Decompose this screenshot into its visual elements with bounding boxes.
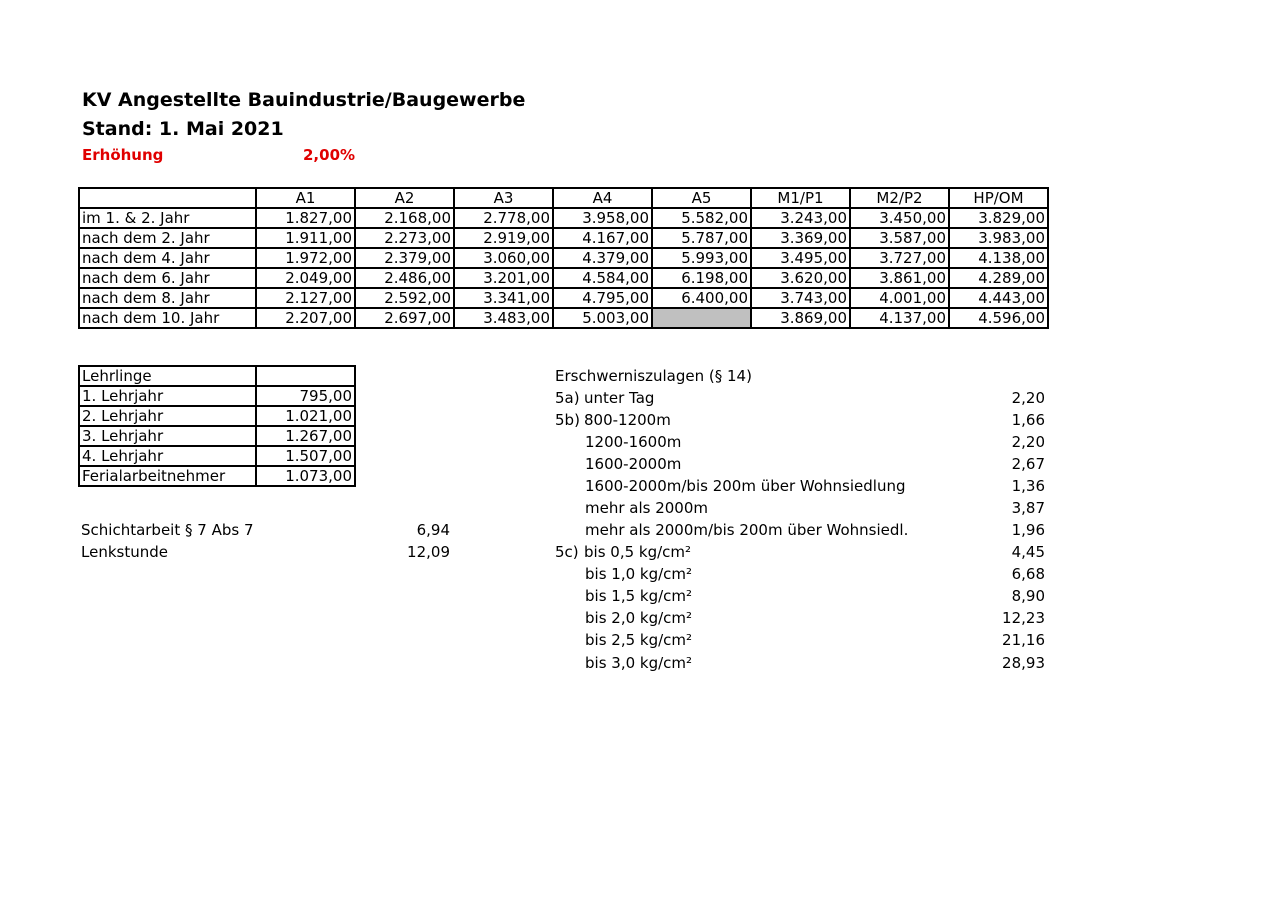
salary-cell: 6.400,00 bbox=[652, 288, 751, 308]
lehrjahr-value: 1.073,00 bbox=[256, 466, 355, 486]
lehrlinge-header-row bbox=[79, 366, 355, 386]
salary-cell: 2.168,00 bbox=[355, 208, 454, 228]
row-label: nach dem 8. Jahr bbox=[79, 288, 256, 308]
erschwernis-label: bis 1,0 kg/cm² bbox=[585, 565, 693, 583]
header-corner-cell bbox=[79, 188, 256, 208]
erschwernis-value: 3,87 bbox=[1011, 499, 1045, 517]
salary-cell: 2.486,00 bbox=[355, 268, 454, 288]
lehrjahr-label: Ferialarbeitnehmer bbox=[79, 466, 256, 486]
salary-header-row bbox=[79, 188, 1048, 208]
erschwernis-label: 1200-1600m bbox=[585, 433, 682, 451]
erschwernis-label: 1600-2000m/bis 200m über Wohnsiedlung bbox=[585, 477, 906, 495]
erschwernis-prefix: 5b) bbox=[555, 411, 580, 429]
lehrjahr-label: 3. Lehrjahr bbox=[79, 426, 256, 446]
salary-cell: 2.778,00 bbox=[454, 208, 553, 228]
salary-cell: 5.993,00 bbox=[652, 248, 751, 268]
salary-cell: 5.582,00 bbox=[652, 208, 751, 228]
erschwernis-label: bis 2,5 kg/cm² bbox=[585, 631, 693, 649]
lehrjahr-value: 1.267,00 bbox=[256, 426, 355, 446]
salary-cell: 3.861,00 bbox=[850, 268, 949, 288]
salary-cell: 2.049,00 bbox=[256, 268, 355, 288]
salary-cell: 3.060,00 bbox=[454, 248, 553, 268]
salary-cell: 3.983,00 bbox=[949, 228, 1048, 248]
salary-cell: 3.587,00 bbox=[850, 228, 949, 248]
lehrlinge-header: Lehrlinge bbox=[79, 366, 256, 386]
lehrlinge-row bbox=[79, 446, 355, 466]
salary-cell: 3.243,00 bbox=[751, 208, 850, 228]
column-header: A2 bbox=[355, 188, 454, 208]
salary-cell: 4.001,00 bbox=[850, 288, 949, 308]
erschwernis-label: bis 2,0 kg/cm² bbox=[585, 609, 693, 627]
salary-cell: 5.787,00 bbox=[652, 228, 751, 248]
erschwernis-label: mehr als 2000m bbox=[585, 499, 709, 517]
lehrlinge-row bbox=[79, 466, 355, 486]
salary-cell: 4.137,00 bbox=[850, 308, 949, 328]
extra-label: Lenkstunde bbox=[81, 543, 168, 561]
lehrlinge-row bbox=[79, 386, 355, 406]
salary-cell: 4.795,00 bbox=[553, 288, 652, 308]
salary-row bbox=[79, 208, 1048, 228]
column-header: A1 bbox=[256, 188, 355, 208]
salary-row bbox=[79, 308, 1048, 328]
lehrjahr-value: 1.021,00 bbox=[256, 406, 355, 426]
erschwernis-value: 1,96 bbox=[1011, 521, 1045, 539]
column-header: HP/OM bbox=[949, 188, 1048, 208]
column-header: A4 bbox=[553, 188, 652, 208]
column-header: M2/P2 bbox=[850, 188, 949, 208]
empty-cell bbox=[652, 308, 751, 328]
salary-cell: 4.379,00 bbox=[553, 248, 652, 268]
salary-cell: 6.198,00 bbox=[652, 268, 751, 288]
salary-cell: 4.596,00 bbox=[949, 308, 1048, 328]
salary-cell: 3.450,00 bbox=[850, 208, 949, 228]
column-header: A5 bbox=[652, 188, 751, 208]
erschwernis-value: 2,20 bbox=[1011, 389, 1045, 407]
lehrlinge-header-empty bbox=[256, 366, 355, 386]
salary-cell: 3.369,00 bbox=[751, 228, 850, 248]
salary-cell: 4.167,00 bbox=[553, 228, 652, 248]
document-title: KV Angestellte Bauindustrie/Baugewerbe bbox=[82, 89, 526, 111]
erschwernis-label: bis 0,5 kg/cm² bbox=[584, 543, 692, 561]
lehrlinge-table bbox=[78, 365, 356, 487]
erschwernis-value: 2,67 bbox=[1011, 455, 1045, 473]
extra-value: 12,09 bbox=[407, 543, 450, 561]
row-label: nach dem 10. Jahr bbox=[79, 308, 256, 328]
salary-cell: 2.127,00 bbox=[256, 288, 355, 308]
column-header: A3 bbox=[454, 188, 553, 208]
salary-cell: 3.727,00 bbox=[850, 248, 949, 268]
erschwernis-value: 12,23 bbox=[1002, 609, 1045, 627]
salary-cell: 4.443,00 bbox=[949, 288, 1048, 308]
salary-cell: 4.289,00 bbox=[949, 268, 1048, 288]
erschwernis-prefix: 5c) bbox=[555, 543, 579, 561]
lehrjahr-label: 2. Lehrjahr bbox=[79, 406, 256, 426]
salary-cell: 4.138,00 bbox=[949, 248, 1048, 268]
salary-cell: 3.201,00 bbox=[454, 268, 553, 288]
salary-cell: 3.620,00 bbox=[751, 268, 850, 288]
lehrjahr-label: 1. Lehrjahr bbox=[79, 386, 256, 406]
row-label: nach dem 6. Jahr bbox=[79, 268, 256, 288]
salary-row bbox=[79, 288, 1048, 308]
salary-row bbox=[79, 228, 1048, 248]
lehrlinge-row bbox=[79, 426, 355, 446]
salary-cell: 3.869,00 bbox=[751, 308, 850, 328]
salary-cell: 3.483,00 bbox=[454, 308, 553, 328]
salary-row bbox=[79, 248, 1048, 268]
salary-cell: 2.592,00 bbox=[355, 288, 454, 308]
lehrjahr-label: 4. Lehrjahr bbox=[79, 446, 256, 466]
salary-table bbox=[78, 187, 1049, 329]
erschwernis-value: 2,20 bbox=[1011, 433, 1045, 451]
salary-cell: 3.341,00 bbox=[454, 288, 553, 308]
erschwernis-label: bis 3,0 kg/cm² bbox=[585, 654, 693, 672]
erschwernis-title: Erschwerniszulagen (§ 14) bbox=[555, 367, 752, 385]
erhoehung-label: Erhöhung bbox=[82, 146, 164, 164]
erschwernis-value: 6,68 bbox=[1011, 565, 1045, 583]
erschwernis-value: 1,66 bbox=[1011, 411, 1045, 429]
salary-cell: 4.584,00 bbox=[553, 268, 652, 288]
salary-cell: 2.207,00 bbox=[256, 308, 355, 328]
salary-cell: 2.379,00 bbox=[355, 248, 454, 268]
column-header: M1/P1 bbox=[751, 188, 850, 208]
erhoehung-value: 2,00% bbox=[303, 146, 356, 164]
salary-cell: 1.972,00 bbox=[256, 248, 355, 268]
salary-cell: 3.958,00 bbox=[553, 208, 652, 228]
salary-cell: 2.697,00 bbox=[355, 308, 454, 328]
salary-cell: 3.829,00 bbox=[949, 208, 1048, 228]
salary-cell: 2.919,00 bbox=[454, 228, 553, 248]
salary-cell: 3.495,00 bbox=[751, 248, 850, 268]
lehrjahr-value: 795,00 bbox=[256, 386, 355, 406]
erschwernis-value: 21,16 bbox=[1002, 631, 1045, 649]
erschwernis-value: 4,45 bbox=[1011, 543, 1045, 561]
erschwernis-label: mehr als 2000m/bis 200m über Wohnsiedl. bbox=[585, 521, 909, 539]
row-label: im 1. & 2. Jahr bbox=[79, 208, 256, 228]
extra-value: 6,94 bbox=[416, 521, 450, 539]
erschwernis-value: 28,93 bbox=[1002, 654, 1045, 672]
erschwernis-value: 8,90 bbox=[1011, 587, 1045, 605]
salary-cell: 1.911,00 bbox=[256, 228, 355, 248]
erschwernis-label: bis 1,5 kg/cm² bbox=[585, 587, 693, 605]
lehrlinge-row bbox=[79, 406, 355, 426]
erschwernis-label: unter Tag bbox=[584, 389, 655, 407]
salary-cell: 3.743,00 bbox=[751, 288, 850, 308]
erschwernis-value: 1,36 bbox=[1011, 477, 1045, 495]
extra-label: Schichtarbeit § 7 Abs 7 bbox=[81, 521, 254, 539]
erschwernis-label: 800-1200m bbox=[584, 411, 671, 429]
salary-cell: 2.273,00 bbox=[355, 228, 454, 248]
salary-cell: 5.003,00 bbox=[553, 308, 652, 328]
stand-date: Stand: 1. Mai 2021 bbox=[82, 118, 284, 140]
erschwernis-label: 1600-2000m bbox=[585, 455, 682, 473]
lehrjahr-value: 1.507,00 bbox=[256, 446, 355, 466]
salary-row bbox=[79, 268, 1048, 288]
salary-cell: 1.827,00 bbox=[256, 208, 355, 228]
row-label: nach dem 2. Jahr bbox=[79, 228, 256, 248]
erschwernis-prefix: 5a) bbox=[555, 389, 580, 407]
row-label: nach dem 4. Jahr bbox=[79, 248, 256, 268]
